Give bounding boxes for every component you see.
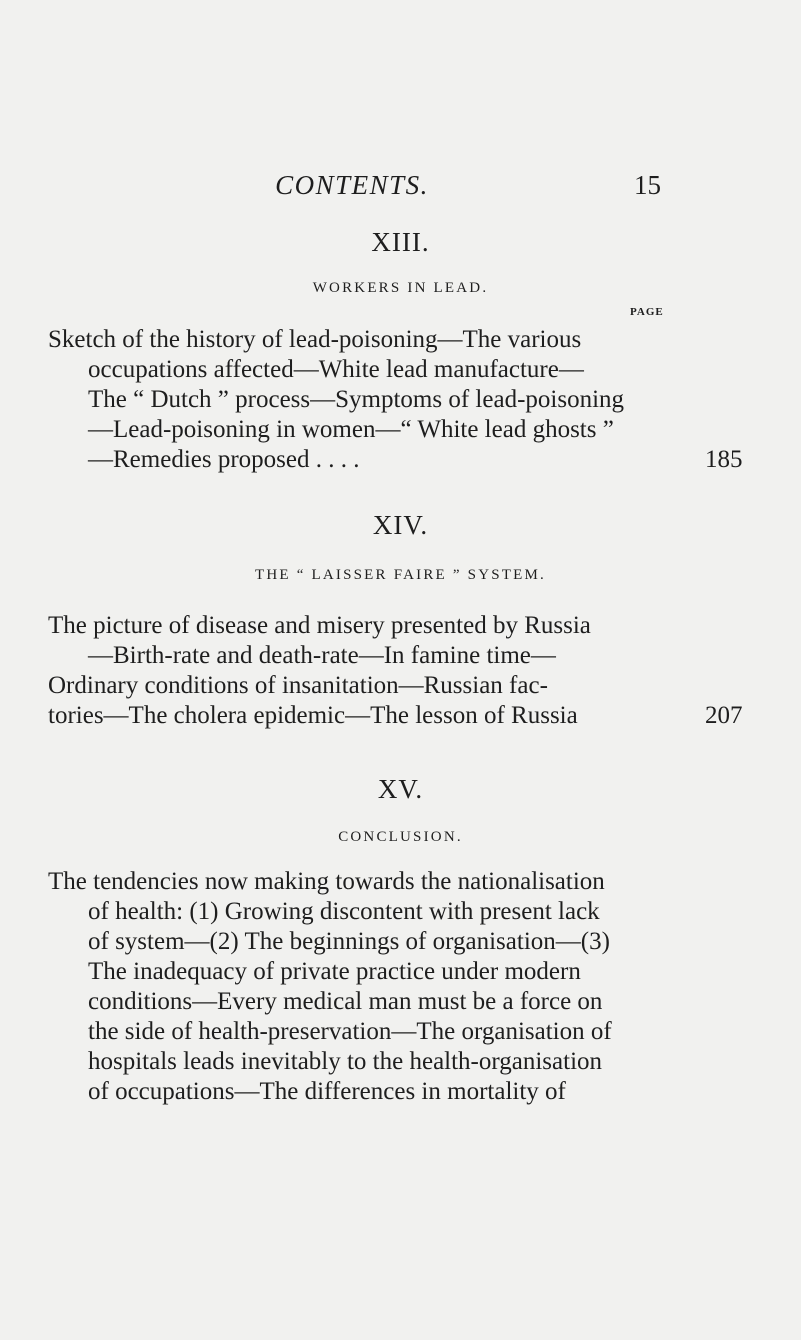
entry-line: tories—The cholera epidemic—The lesson of Russia <box>48 702 578 729</box>
entry-line: hospitals leads inevitably to the health-organisation <box>88 1048 603 1075</box>
entry-line: Sketch of the history of lead-poisoning—The various <box>48 326 582 353</box>
entry-line: The picture of disease and misery presented by Russia <box>48 612 591 639</box>
running-head <box>0 170 801 200</box>
chapter-number: XIV. <box>372 510 429 540</box>
entry-line: The “ Dutch ” process—Symptoms of lead-poisoning <box>88 386 625 413</box>
chapter-title: CONCLUSION. <box>338 829 463 845</box>
entry-line: occupations affected—White lead manufacture— <box>88 356 584 383</box>
chapter-title: THE “ LAISSER FAIRE ” SYSTEM. <box>254 567 547 583</box>
entry-line: the side of health-preservation—The organisation of <box>88 1018 612 1045</box>
page-column-label: PAGE <box>630 306 664 318</box>
chapter-number: XV. <box>377 774 424 804</box>
chapter-title: WORKERS IN LEAD. <box>312 280 489 296</box>
entry-line: —Remedies proposed . . . . <box>88 446 360 473</box>
entry-line: of system—(2) The beginnings of organisation—(3) <box>88 928 610 955</box>
page-reference: 185 <box>705 446 743 473</box>
page-reference: 207 <box>705 702 743 729</box>
entry-line: —Birth-rate and death-rate—In famine time— <box>88 642 556 669</box>
entry-line: Ordinary conditions of insanitation—Russian fac- <box>48 672 548 699</box>
entry-line: of health: (1) Growing discontent with present lack <box>88 898 600 925</box>
page-number: 15 <box>634 170 661 200</box>
entry-line: conditions—Every medical man must be a force on <box>88 988 603 1015</box>
entry-line: —Lead-poisoning in women—“ White lead ghosts ” <box>88 416 614 443</box>
running-title: CONTENTS. <box>275 170 429 200</box>
chapter-number: XIII. <box>371 227 430 257</box>
entry-line: The tendencies now making towards the nationalisation <box>48 868 605 895</box>
entry-line: The inadequacy of private practice under modern <box>88 958 581 985</box>
entry-line: of occupations—The differences in mortality of <box>88 1078 566 1105</box>
